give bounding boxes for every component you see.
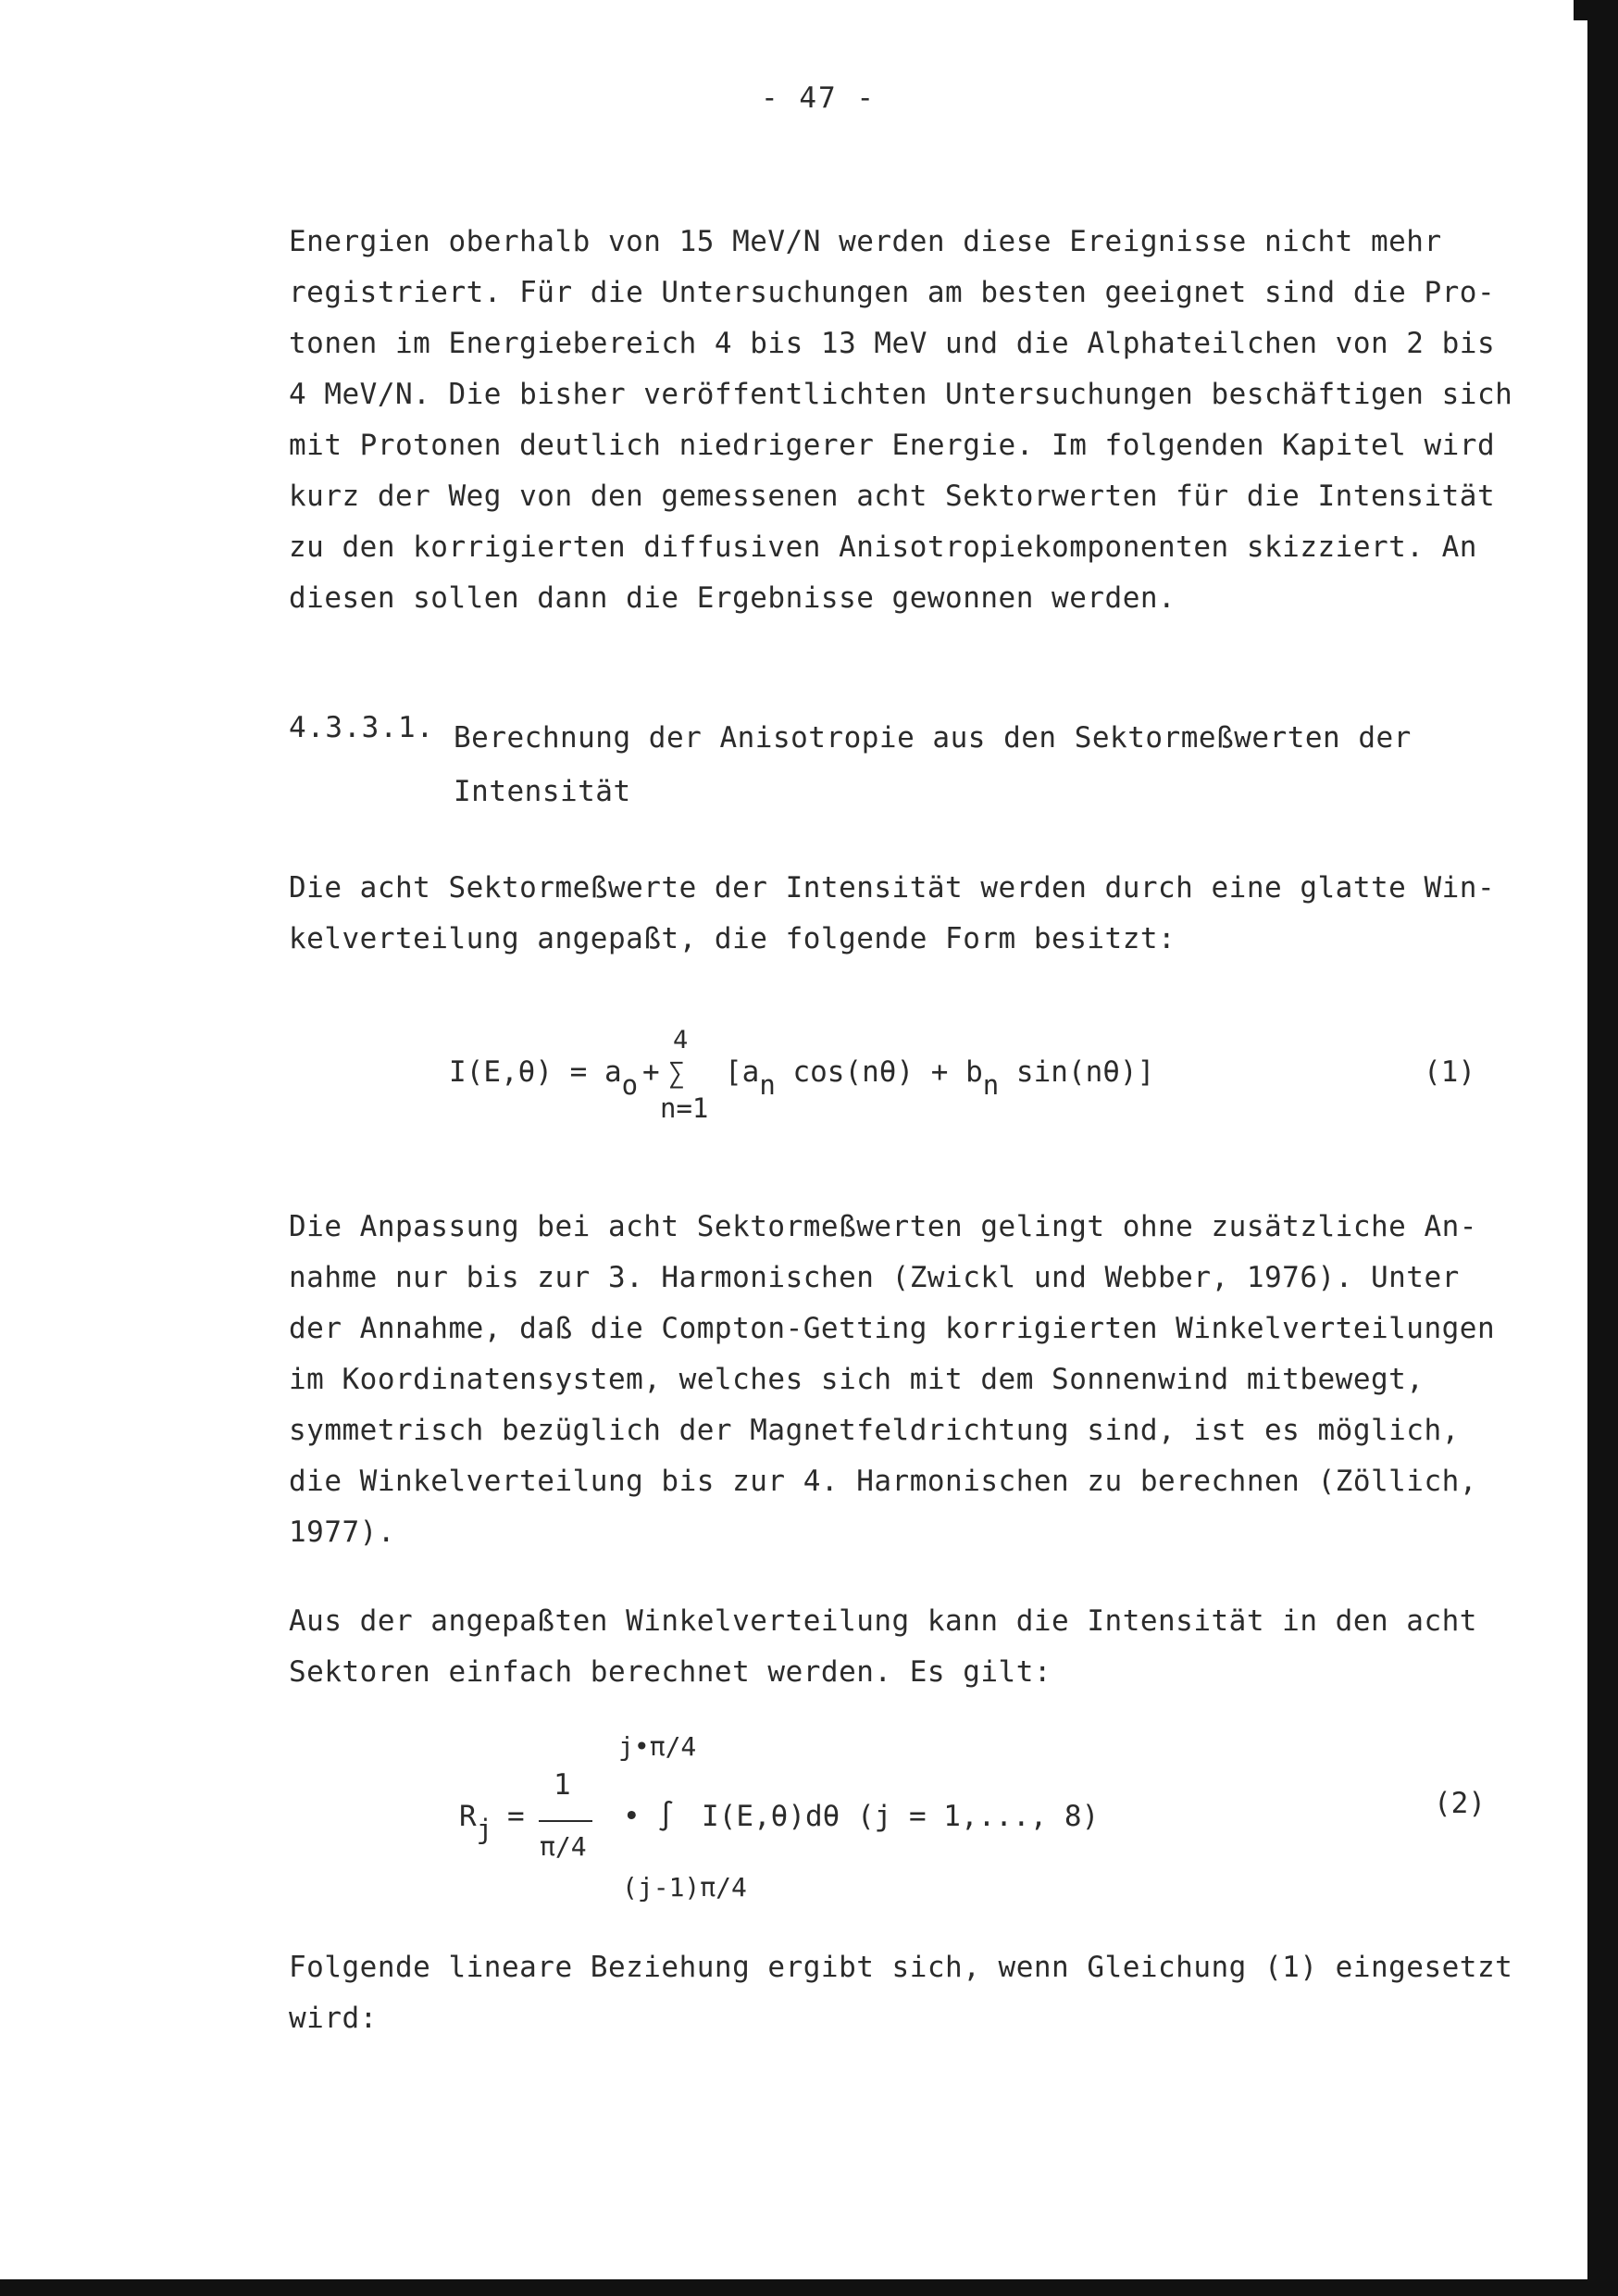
text-line: registriert. Für die Untersuchungen am besten geeignet sind die Pro- [289, 276, 1496, 309]
eq2-integral: ∫ [657, 1800, 675, 1833]
eq1-term: [an cos(nθ) + bn sin(nθ)] [725, 1055, 1155, 1101]
eq2-upper-limit: j•π/4 [618, 1731, 697, 1762]
section-number: 4.3.3.1. [289, 711, 435, 744]
text-line: kurz der Weg von den gemessenen acht Sektorwerten für die Intensität [289, 480, 1496, 513]
scan-border-right [1587, 0, 1618, 2296]
eq1-sum-symbol: ∑ [668, 1057, 686, 1090]
eq2-fraction-bar [539, 1820, 592, 1822]
text-line: Die Anpassung bei acht Sektormeßwerten gelingt ohne zusätzliche An- [289, 1210, 1477, 1243]
text-line: die Winkelverteilung bis zur 4. Harmonischen zu berechnen (Zöllich, [289, 1465, 1477, 1498]
text-line: 4 MeV/N. Die bisher veröffentlichten Untersuchungen beschäftigen sich [289, 378, 1513, 411]
eq1-sum-upper: 4 [673, 1026, 689, 1054]
text-line: im Koordinatensystem, welches sich mit dem Sonnenwind mitbewegt, [289, 1363, 1425, 1396]
eq2-lhs: Rj [459, 1800, 493, 1845]
paragraph-3 [289, 1202, 1496, 1558]
text-line: Sektoren einfach berechnet werden. Es gilt: [289, 1655, 1052, 1689]
scan-border-bottom [0, 2279, 1618, 2296]
paragraph-2 [289, 863, 1496, 965]
text-line: diesen sollen dann die Ergebnisse gewonnen werden. [289, 581, 1176, 615]
scan-border-top [1574, 0, 1618, 20]
eq1-lhs: I(E,θ) = ao [449, 1055, 639, 1101]
eq1-plus: + [642, 1055, 660, 1089]
eq2-integrand: I(E,θ)dθ (j = 1,..., 8) [702, 1800, 1100, 1833]
text-line: nahme nur bis zur 3. Harmonischen (Zwickl und Webber, 1976). Unter [289, 1261, 1460, 1294]
text-line: der Annahme, daß die Compton-Getting korrigierten Winkelverteilungen [289, 1312, 1496, 1345]
text-line: Energien oberhalb von 15 MeV/N werden diese Ereignisse nicht mehr [289, 225, 1442, 258]
text-line: tonen im Energiebereich 4 bis 13 MeV und die Alphateilchen von 2 bis [289, 327, 1496, 360]
eq1-sum-lower: n=1 [660, 1092, 709, 1124]
text-line: zu den korrigierten diffusiven Anisotropiekomponenten skizziert. An [289, 530, 1477, 564]
section-title-line-1: Berechnung der Anisotropie aus den Sektormeßwerten der [454, 721, 1412, 755]
text-line: 1977). [289, 1516, 395, 1549]
section-title [454, 711, 1412, 818]
text-line: wird: [289, 2002, 378, 2035]
section-title-line-2: Intensität [454, 775, 631, 808]
text-line: mit Protonen deutlich niedrigerer Energie. Im folgenden Kapitel wird [289, 429, 1496, 462]
paragraph-4 [289, 1596, 1477, 1698]
text-line: Aus der angepaßten Winkelverteilung kann die Intensität in den acht [289, 1604, 1477, 1638]
paragraph-1 [289, 217, 1513, 624]
eq2-dot: • [623, 1800, 641, 1833]
eq2-equals: = [507, 1800, 525, 1833]
text-line: Folgende lineare Beziehung ergibt sich, wenn Gleichung (1) eingesetzt [289, 1951, 1513, 1984]
page-number: - 47 - [761, 81, 876, 115]
eq1-number: (1) [1424, 1055, 1475, 1089]
eq2-number: (2) [1434, 1787, 1486, 1820]
eq2-numerator: 1 [554, 1768, 571, 1802]
eq1-a-subscript: o [621, 1069, 639, 1101]
eq2-lower-limit: (j-1)π/4 [622, 1872, 747, 1903]
text-line: symmetrisch bezüglich der Magnetfeldrichtung sind, ist es möglich, [289, 1414, 1460, 1447]
text-line: kelverteilung angepaßt, die folgende Form besitzt: [289, 922, 1176, 955]
eq2-denominator: π/4 [540, 1831, 587, 1862]
paragraph-5 [289, 1942, 1513, 2044]
text-line: Die acht Sektormeßwerte der Intensität werden durch eine glatte Win- [289, 871, 1496, 905]
